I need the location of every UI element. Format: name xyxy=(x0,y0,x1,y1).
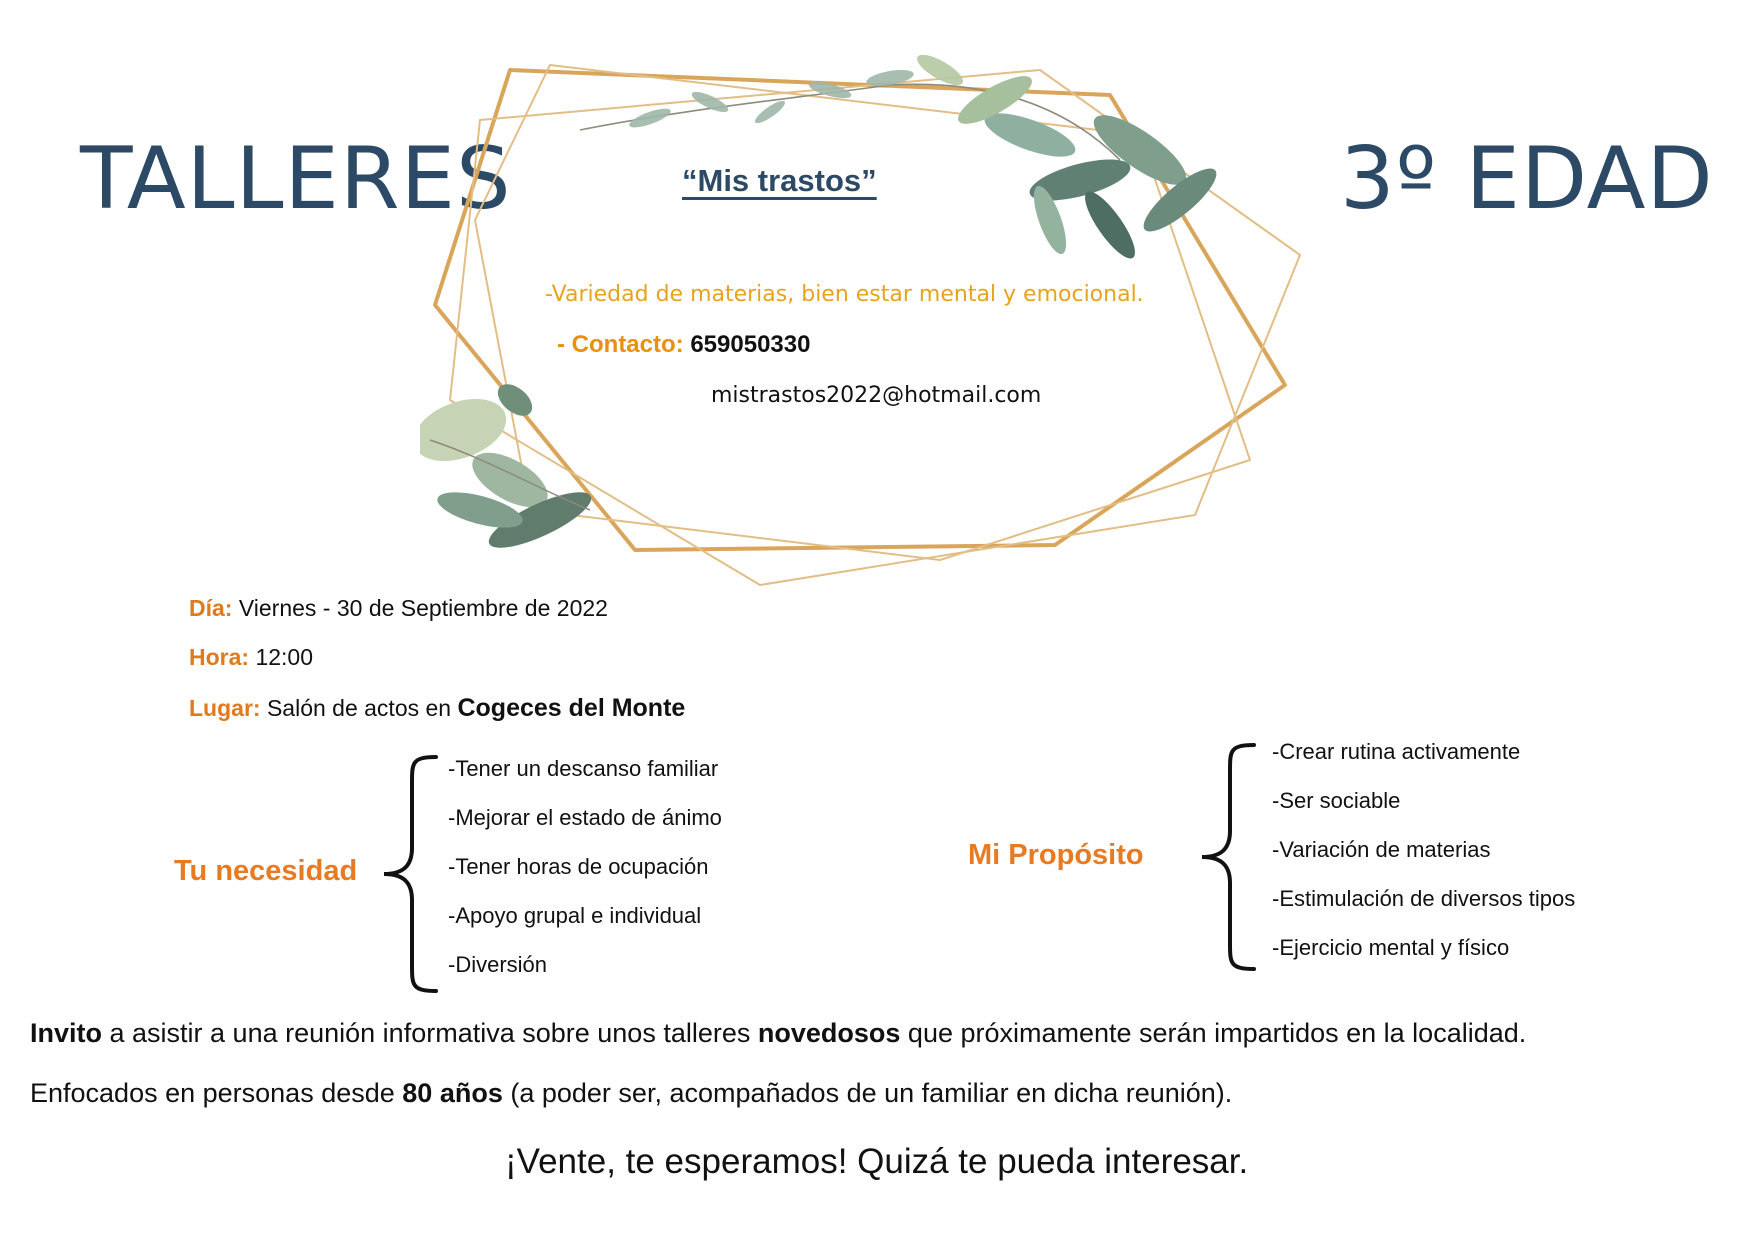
invitation-text-2: que próximamente serán impartidos en la localidad. xyxy=(907,1018,1527,1048)
day-value: Viernes - 30 de Septiembre de 2022 xyxy=(238,595,608,621)
top-leaves xyxy=(627,49,967,131)
needs-list xyxy=(448,744,722,989)
event-time xyxy=(189,644,313,671)
event-place xyxy=(189,694,685,723)
time-label: Hora: xyxy=(189,644,250,670)
list-item: -Diversión xyxy=(448,952,548,977)
invitation-text-4: (a poder ser, acompañados de un familiar en dicha reunión). xyxy=(510,1078,1233,1108)
event-day xyxy=(189,595,608,622)
list-item: -Ser sociable xyxy=(1272,788,1401,813)
day-label: Día: xyxy=(189,595,233,621)
purpose-list xyxy=(1272,727,1575,972)
closing-line: ¡Vente, te esperamos! Quizá te pueda interesar. xyxy=(505,1142,1249,1181)
invitation-line-1 xyxy=(30,1018,1526,1049)
list-item: -Apoyo grupal e individual xyxy=(448,903,702,928)
title-talleres: TALLERES xyxy=(80,129,512,229)
list-item: -Mejorar el estado de ánimo xyxy=(448,805,722,830)
list-item: -Tener horas de ocupación xyxy=(448,854,709,879)
invitation-bold-novedosos: novedosos xyxy=(757,1018,901,1048)
needs-label: Tu necesidad xyxy=(174,855,358,887)
invitation-text-3: Enfocados en personas desde xyxy=(30,1078,395,1108)
title-tercera-edad: 3º EDAD xyxy=(1340,129,1714,229)
place-label: Lugar: xyxy=(189,695,261,721)
right-leaf-cluster xyxy=(952,68,1224,265)
invitation-bold-invito: Invito xyxy=(30,1018,102,1048)
list-item: -Tener un descanso familiar xyxy=(448,756,719,781)
place-value: Salón de actos en xyxy=(266,695,452,721)
time-value: 12:00 xyxy=(255,644,314,670)
contact-email: mistrastos2022@hotmail.com xyxy=(711,383,1042,408)
place-town: Cogeces del Monte xyxy=(457,694,686,722)
contact-phone: 659050330 xyxy=(690,331,811,358)
list-item: -Crear rutina activamente xyxy=(1272,739,1521,764)
purpose-brace xyxy=(1196,741,1258,973)
list-item: -Ejercicio mental y físico xyxy=(1272,935,1510,960)
invitation-text-1: a asistir a una reunión informativa sobre unos talleres xyxy=(109,1018,751,1048)
contact-line xyxy=(557,331,810,359)
list-item: -Estimulación de diversos tipos xyxy=(1272,886,1576,911)
left-leaf-cluster xyxy=(420,378,598,558)
subtitle-mis-trastos: “Mis trastos” xyxy=(682,163,877,198)
list-item: -Variación de materias xyxy=(1272,837,1491,862)
variety-text: -Variedad de materias, bien estar mental y emocional. xyxy=(545,282,1144,307)
invitation-line-2 xyxy=(30,1078,1232,1109)
decorative-leaf-frame xyxy=(420,40,1320,600)
needs-brace xyxy=(378,753,440,995)
invitation-bold-age: 80 años xyxy=(402,1078,503,1108)
purpose-label: Mi Propósito xyxy=(968,839,1144,871)
contact-label: - Contacto: xyxy=(557,331,684,358)
